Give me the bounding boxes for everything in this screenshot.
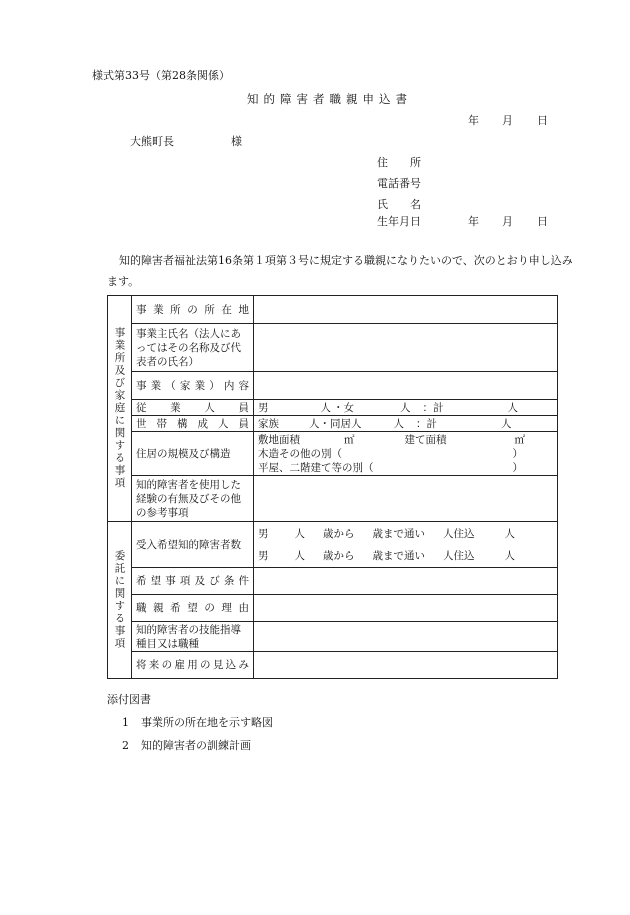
table-row bbox=[108, 652, 558, 679]
label-conditions: 希望事項及び条件 bbox=[132, 568, 254, 595]
table-row bbox=[108, 372, 558, 400]
housing-field[interactable]: 敷地面積 ㎡ 建て面積 ㎡ 木造その他の別（ ） 平屋、二階建て等の別（ ） bbox=[254, 432, 558, 476]
section-business-household-title: 事業所及び家庭に関する事項 bbox=[108, 296, 132, 522]
table-row bbox=[108, 622, 558, 652]
label-housing: 住居の規模及び構造 bbox=[132, 432, 254, 476]
business-field[interactable] bbox=[254, 372, 558, 400]
list-item: 2 知的障害者の訓練計画 bbox=[122, 739, 251, 752]
household-field[interactable]: 家族 人・同居人 人 ：計 人 bbox=[254, 416, 558, 432]
table-row bbox=[108, 296, 558, 324]
address-label: 住 所 bbox=[377, 156, 421, 169]
label-employment: 将来の雇用の見込み bbox=[132, 652, 254, 679]
addressee: 大熊町長 bbox=[130, 135, 174, 148]
list-item: 1 事業所の所在地を示す略図 bbox=[122, 716, 273, 729]
table-row bbox=[108, 400, 558, 416]
birthdate-label: 生年月日 bbox=[377, 215, 421, 228]
date-day-label: 日 bbox=[537, 114, 548, 127]
label-reason: 職親希望の理由 bbox=[132, 595, 254, 622]
location-field[interactable] bbox=[254, 296, 558, 324]
table-row bbox=[108, 432, 558, 476]
label-experience: 知的障害者を使用した経験の有無及びその他の参考事項 bbox=[132, 476, 254, 522]
date-year-label: 年 bbox=[468, 114, 479, 127]
honorific: 様 bbox=[231, 135, 242, 148]
application-table bbox=[107, 295, 558, 679]
employees-field[interactable]: 男 人 ・女 人 ：計 人 bbox=[254, 400, 558, 416]
label-owner-name: 事業主氏名（法人にあってはその名称及び代表者の氏名） bbox=[132, 324, 254, 372]
table-row bbox=[108, 324, 558, 372]
birth-month-label: 月 bbox=[502, 215, 513, 228]
table-row bbox=[108, 522, 558, 568]
birth-day-label: 日 bbox=[537, 215, 548, 228]
birth-year-label: 年 bbox=[468, 215, 479, 228]
label-desired-count: 受入希望知的障害者数 bbox=[132, 522, 254, 568]
date-month-label: 月 bbox=[502, 114, 513, 127]
table-row bbox=[108, 595, 558, 622]
table-row bbox=[108, 416, 558, 432]
page-title: 知的障害者職親申込書 bbox=[247, 92, 412, 106]
employment-field[interactable] bbox=[254, 652, 558, 679]
form-number: 様式第33号（第28条関係） bbox=[92, 69, 230, 82]
phone-label: 電話番号 bbox=[377, 177, 421, 190]
section-consignment-title: 委託に関する事項 bbox=[108, 522, 132, 679]
table-row bbox=[108, 568, 558, 595]
attachments-heading: 添付図書 bbox=[107, 693, 151, 706]
label-business: 事業（家業）内容 bbox=[132, 372, 254, 400]
table-row bbox=[108, 476, 558, 522]
conditions-field[interactable] bbox=[254, 568, 558, 595]
name-label: 氏 名 bbox=[377, 198, 421, 211]
label-employees: 従業人員 bbox=[132, 400, 254, 416]
reason-field[interactable] bbox=[254, 595, 558, 622]
experience-field[interactable] bbox=[254, 476, 558, 522]
label-location: 事業所の所在地 bbox=[132, 296, 254, 324]
owner-name-field[interactable] bbox=[254, 324, 558, 372]
intro-text: 知的障害者福祉法第16条第１項第３号に規定する職親になりたいので、次のとおり申し込みます。 bbox=[107, 254, 573, 288]
label-skills: 知的障害者の技能指導種目又は職種 bbox=[132, 622, 254, 652]
skills-field[interactable] bbox=[254, 622, 558, 652]
desired-count-field[interactable]: 男 人 歳から 歳まで通い 人住込 人 男 人 歳から 歳まで通い 人住込 人 bbox=[254, 522, 558, 568]
label-household: 世帯構成人員 bbox=[132, 416, 254, 432]
